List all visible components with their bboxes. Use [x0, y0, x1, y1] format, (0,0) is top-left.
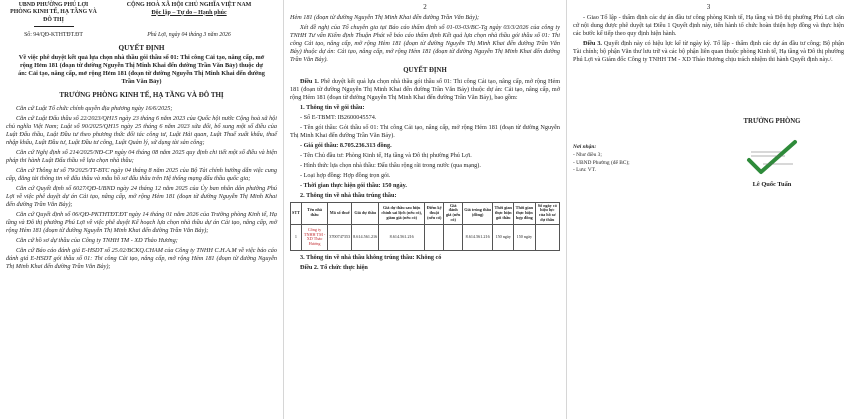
- winner-info-title: 2. Thông tin về nhà thầu trúng thầu:: [300, 191, 397, 199]
- table-header-cell: Giá dự thầu: [352, 202, 379, 224]
- table-header-cell: Thời gian thực hiện gói thầu: [493, 202, 514, 224]
- package-info-line: - Giá gói thầu: 8.705.236.313 đồng.: [300, 142, 392, 150]
- table-header-cell: Giá trúng thầu (đồng): [462, 202, 492, 224]
- table-header-cell: Mã số thuế: [328, 202, 352, 224]
- table-cell: 150 ngày: [514, 224, 535, 250]
- signer-name: Lê Quốc Tuấn: [752, 181, 792, 188]
- table-header-cell: Giá đánh giá (nếu có): [444, 202, 462, 224]
- page-number: 3: [706, 3, 711, 11]
- implementation-paragraph: - Giao Tổ lập - thẩm định các dự án đầu tư công phòng Kinh tế, Hạ tầng và Đô thị phường Phú Lợi căn cứ nội dung được phê duyệt tại Điều 1 Quyết định này, tiến hành tổ chức hoàn thiện hợp đồng và thực hiện các bước kế tiếp theo quy định hiện hành.: [573, 13, 844, 37]
- table-header-cell: Thời gian thực hiện hợp đồng: [514, 202, 535, 224]
- table-header-cell: Tên nhà thầu: [301, 202, 327, 224]
- citations: [6, 105, 277, 271]
- recipient-item: - UBND Phường (để BC);: [573, 159, 630, 166]
- citation: Căn cứ Quyết định số 6027/QĐ-UBND ngày 24 tháng 12 năm 2025 của Ủy ban nhân dân phường Phú Lợi về việc phê duyệt dự án Cải tạo, nâng cấp, mở rộng Hẻm 181 (đoạn từ đường Nguyễn Thị Minh Khai đến đường Trần Văn Bảy);: [6, 185, 277, 209]
- package-info-line: - Số E-TBMT: IB2600045574.: [300, 114, 377, 122]
- package-info-title: 1. Thông tin về gói thầu:: [300, 104, 365, 112]
- signer-title: TRƯỞNG PHÒNG: [743, 118, 801, 125]
- table-cell: 8.614.561.216: [379, 224, 425, 250]
- table-cell: [425, 224, 444, 250]
- agency-block: [6, 2, 101, 29]
- package-info-line: - Hình thức lựa chọn nhà thầu: Đấu thầu rộng rãi trong nước (qua mạng).: [300, 161, 481, 169]
- citation: Căn cứ Nghị định số 214/2025/NĐ-CP ngày 04 tháng 08 năm 2025 quy định chi tiết một số điều và biện pháp thi hành Luật Đấu thầu về lựa chọn nhà thầu;: [6, 149, 277, 164]
- doc-number: Số: 94/QĐ-KTHTĐT.ĐT: [24, 32, 83, 39]
- table-header-cell: Số ngày có hiệu lực của hồ sơ dự thầu: [535, 202, 559, 224]
- article-3: [573, 40, 844, 64]
- package-info-line: - Tên gói thầu: Gói thầu số 01: Thi công Cải tạo, nâng cấp, mở rộng Hẻm 181 (đoạn từ đường Nguyễn Thị Minh Khai đến đường Trần Văn Bảy).: [290, 124, 560, 140]
- non-winning-bidders: 3. Thông tin về nhà thầu không trúng thầu: Không có: [300, 253, 442, 261]
- decision-title: QUYẾT ĐỊNH: [118, 43, 165, 52]
- agency-line-1: UBND PHƯỜNG PHÚ LỢI: [18, 2, 89, 8]
- country-name: CỘNG HOÀ XÃ HỘI CHỦ NGHĨA VIỆT NAM: [126, 2, 252, 8]
- article-1: [290, 78, 560, 102]
- national-block: [101, 2, 277, 29]
- table-cell: [535, 224, 559, 250]
- package-info-line: - Tên Chủ đầu tư: Phòng Kinh tế, Hạ tầng và Đô thị phường Phú Lợi.: [300, 151, 472, 159]
- citation: Căn cứ Quyết định số 06/QĐ-PKTHTĐT.ĐT ngày 14 tháng 01 năm 2026 của Trưởng phòng Kinh tế, Hạ tầng và Đô thị phường Phú Lợi về việc phê duyệt Kế hoạch lựa chọn nhà thầu dự án Cải tạo, nâng cấp, mở rộng Hẻm 181 (đoạn từ đường Nguyễn Thị Minh Khai đến đường Trần Văn Bảy);: [6, 211, 277, 235]
- page-3: [566, 0, 850, 419]
- agency-line-2: PHÒNG KINH TẾ, HẠ TẦNG VÀ ĐÔ THỊ: [10, 9, 97, 23]
- recipients-block: [573, 144, 630, 175]
- page-2: [283, 0, 566, 419]
- agency-underline: [34, 26, 74, 27]
- page-1: [0, 0, 283, 419]
- article-1-label: Điều 1.: [300, 78, 319, 86]
- table-cell: 1: [291, 224, 302, 250]
- intro-paragraph: Xét đề nghị của Tổ chuyên gia tại Báo cáo thẩm định số 01-03-03/BC-Tg ngày 03/3/2026 của công ty TNHH Tư vấn Kiểm định Thuận Phát về báo cáo thẩm định Kết quả lựa chọn nhà thầu gói thầu số 01: Thi công Cải tạo, nâng cấp, mở rộng Hẻm 181 (đoạn từ đường Nguyễn Thị Minh Khai đến đường Trần Văn Bảy) thuộc dự án: Cải tạo, nâng cấp, mở rộng Hẻm 181 (đoạn từ đường Nguyễn Thị Minh Khai đến đường Trần Văn Bảy).: [290, 24, 560, 63]
- motto: Độc lập – Tự do – Hạnh phúc: [151, 9, 227, 16]
- number-date-row: [6, 32, 277, 39]
- decision-subject: Về việc phê duyệt kết quả lựa chọn nhà thầu gói thầu số 01: Thi công Cải tạo, nâng cấp, mở rộng Hẻm 181 (đoạn từ đường Nguyễn Thị Minh Khai đến đường Trần Văn Bảy) thuộc dự án: Cải tạo, nâng cấp, mở rộng Hẻm 181 (đoạn từ đường Nguyễn Thị Minh Khai đến đường Trần Văn Bảy): [18, 53, 265, 85]
- table-cell: 8.614.561.216: [462, 224, 492, 250]
- package-info-line: - Loại hợp đồng: Hợp đồng trọn gói.: [300, 171, 391, 179]
- digital-signature-checkmark-icon: [745, 138, 800, 178]
- authority-title: TRƯỞNG PHÒNG KINH TẾ, HẠ TẦNG VÀ ĐÔ THỊ: [59, 91, 224, 100]
- table-header-row: [291, 202, 560, 224]
- recipient-item: - Lưu: VT.: [573, 167, 596, 174]
- citation: Căn cứ Luật Đấu thầu số 22/2023/QH15 ngày 23 tháng 6 năm 2023 của Quốc hội nước Cộng hoà xã hội chủ nghĩa Việt Nam; Luật số 90/2025/QH15 ngày 25 tháng 6 năm 2023 sửa đổi, bổ sung một số điều của Luật Đấu thầu, Luật Đầu tư theo phương thức đối tác công tư, Luật Hải quan, Luật Thuế xuất khẩu, thuế nhập khẩu, Luật Đầu tư, Luật Đầu tư công, Luật Quản lý, sử dụng tài sản công;: [6, 115, 277, 146]
- table-header-cell: Giá dự thầu sau hiệu chỉnh sai lệch (nếu có), giảm giá (nếu có): [379, 202, 425, 224]
- citation: Căn cứ Luật Tổ chức chính quyền địa phương ngày 16/6/2025;: [16, 104, 173, 112]
- table-cell: 8.614.561.216: [352, 224, 379, 250]
- table-cell: [444, 224, 462, 250]
- recipients-label: Nơi nhận:: [573, 144, 597, 150]
- recipient-item: - Như điều 3;: [573, 151, 602, 158]
- package-info-line: - Thời gian thực hiện gói thầu: 150 ngày.: [300, 181, 407, 189]
- citation: Căn cứ Thông tư số 79/2025/TT-BTC ngày 04 tháng 8 năm 2025 của Bộ Tài chính hướng dẫn việc cung cấp, đăng tải thông tin về đấu thầu và mẫu hồ sơ đấu thầu trên Hệ thống mạng đấu thầu quốc gia;: [6, 167, 277, 183]
- citation: Căn cứ hồ sơ dự thầu của Công ty TNHH TM - XD Thảo Hương;: [16, 237, 178, 245]
- table-row: [291, 224, 560, 250]
- decision-section-title: QUYẾT ĐỊNH: [403, 66, 447, 74]
- article-2-title: Điều 2. Tổ chức thực hiện: [300, 263, 368, 271]
- winner-name-cell: Công ty TNHH TM - XD Thảo Hương: [301, 224, 327, 250]
- table-header-cell: Điểm kỹ thuật (nếu có): [425, 202, 444, 224]
- table-header-cell: STT: [291, 202, 302, 224]
- table-cell: 3700747353: [328, 224, 352, 250]
- page-number: 2: [423, 3, 427, 11]
- article-1-text: Phê duyệt kết quả lựa chọn nhà thầu gói thầu số 01: Thi công Cải tạo, nâng cấp, mở rộng Hẻm 181 (đoạn từ đường Nguyễn Thị Minh Khai đến đường Trần Văn Bảy) thuộc dự án: Cải tạo, nâng cấp, mở rộng Hẻm 181 (đoạn từ đường Nguyễn Thị Minh Khai đến đường Trần Văn Bảy), bao gồm:: [290, 78, 561, 102]
- article-3-text: Quyết định này có hiệu lực kể từ ngày ký. Tổ lập - thẩm định các dự án đầu tư công; Bộ phận Tài chính; bộ phận Văn thư lưu trữ và các bộ phận liên quan thuộc phòng Kinh tế, Hạ tầng và Đô thị phường Phú Lợi và Giám đốc Công ty TNHH TM - XD Thảo Hương chịu trách nhiệm thi hành Quyết định này./.: [573, 39, 845, 63]
- intro-continuation: Hẻm 181 (đoạn từ đường Nguyễn Thị Minh Khai đến đường Trần Văn Bảy);: [290, 13, 480, 21]
- citation: Căn cứ Báo cáo đánh giá E-HSDT số 25.02/BCKQ.CHAM của Công ty TNHH C.H.A.M về việc báo cáo đánh giá E-HSDT gói thầu số 01: Thi công Cải tạo, nâng cấp, mở rộng Hẻm 181 (đoạn từ đường Nguyễn Thị Minh Khai đến đường Trần Văn Bảy);: [6, 247, 277, 271]
- place-date: Phú Lợi, ngày 04 tháng 3 năm 2026: [147, 32, 231, 39]
- winning-bidder-table: [290, 202, 560, 251]
- document-header: [6, 2, 277, 29]
- article-3-label: Điều 3.: [583, 39, 602, 47]
- table-cell: 150 ngày: [493, 224, 514, 250]
